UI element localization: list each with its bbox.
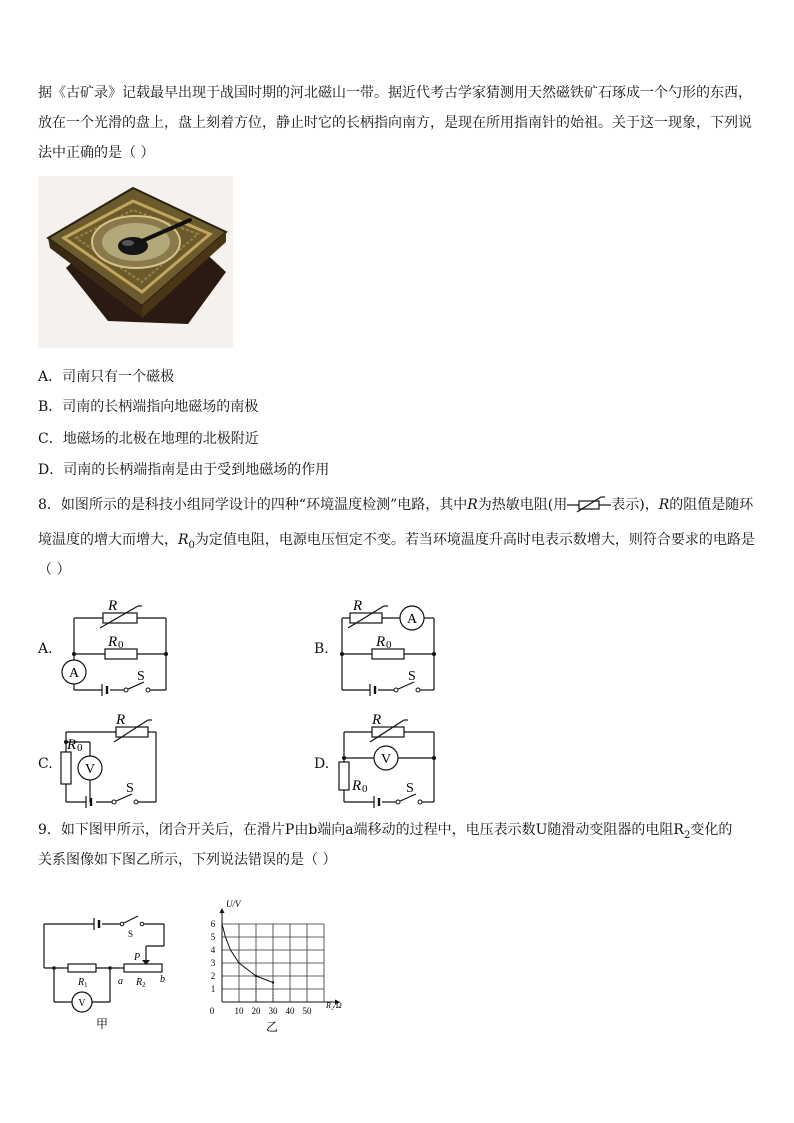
q9-figure-a-caption: 甲: [95, 1017, 109, 1031]
thermistor-symbol-icon: [567, 495, 611, 513]
graph-x-tick-label: 40: [285, 1006, 295, 1016]
q7-option-c: C．地磁场的北极在地理的北极附近: [38, 431, 259, 447]
q8-stem-line-3: （ ）: [38, 562, 71, 578]
q8-r-symbol: R: [658, 497, 670, 513]
circuit-b-r-label: R: [353, 598, 363, 614]
circuit-c-r0-label: R: [67, 737, 77, 753]
graph-grid: [222, 924, 324, 1002]
q9-switch-label: S: [128, 929, 134, 939]
q9-stem-line-2: 关系图像如下图乙所示，下列说法错误的是（ ）: [38, 852, 337, 868]
circuit-c-r0-sub: 0: [77, 742, 83, 754]
q9-slider-p-label: P: [134, 952, 141, 963]
graph-y-tick-label: 2: [210, 971, 216, 981]
graph-y-tick-label: 6: [210, 919, 216, 929]
q8-text: 境温度的增大而增大，: [38, 532, 178, 548]
circuit-a-ammeter-label: A: [68, 666, 80, 681]
q9-r2-subscript: 2: [683, 829, 691, 841]
q7-option-b: B．司南的长柄端指向地磁场的南极: [38, 399, 259, 415]
q8-stem-line-2: [38, 533, 755, 553]
q7-option-d: D．司南的长柄端指南是由于受到地磁场的作用: [38, 462, 330, 478]
q9-voltmeter-label: V: [78, 998, 86, 1009]
graph-y-tick-label: 3: [210, 958, 216, 968]
circuit-c-diagram: [56, 712, 166, 812]
circuit-c-voltmeter-label: V: [84, 762, 96, 777]
circuit-a-switch-label: S: [137, 669, 145, 684]
q7-stem-line-3: 法中正确的是（ ）: [38, 145, 155, 161]
q8-option-d-label: D.: [314, 756, 330, 772]
q9-stem-line-1: [38, 823, 732, 843]
q9-circuit-figure-a: [38, 910, 174, 1035]
graph-x-tick-label: 0: [209, 1006, 215, 1016]
circuit-a-diagram: [58, 596, 174, 696]
q8-r0-symbol: R: [178, 532, 189, 548]
q8-text: 为定值电阻，电源电压恒定不变。若当环境温度升高时电表示数增大，则符合要求的电路是: [194, 532, 755, 548]
q8-r0-subscript: 0: [188, 539, 195, 551]
q7-option-a: A．司南只有一个磁极: [38, 369, 175, 385]
q7-stem-line-2: 放在一个光滑的盘上，盘上刻着方位，静止时它的长柄指向南方，是现在所用指南针的始祖。关于这一现象，下列说: [38, 115, 752, 131]
q8-text: 为热敏电阻(用: [477, 497, 568, 513]
circuit-b-diagram: [334, 596, 444, 696]
q9-r1-label: R: [78, 977, 85, 988]
q8-text: 表示)，: [611, 497, 659, 513]
circuit-a-r0-label: R: [108, 634, 118, 650]
circuit-a-r0-sub: 0: [118, 639, 124, 651]
q9-r1-sub: 1: [84, 981, 88, 989]
q8-stem-line-1: [38, 495, 753, 513]
graph-y-axis-label: U/V: [226, 899, 241, 909]
q9-end-a-label: a: [118, 976, 123, 987]
circuit-d-diagram: [334, 712, 442, 812]
sinan-compass-photo: [38, 176, 233, 348]
graph-x-tick-label: 50: [302, 1006, 312, 1016]
graph-x-axis-label: R₂/Ω: [326, 1001, 342, 1010]
q8-r-symbol: R: [467, 497, 478, 513]
q8-text: 8．如图所示的是科技小组同学设计的四种“环境温度检测”电路，其中: [38, 497, 468, 513]
circuit-d-switch-label: S: [406, 781, 414, 796]
graph-y-arrow-icon: [220, 908, 225, 913]
q9-u-r2-graph: [200, 893, 360, 1038]
graph-curve: [222, 924, 273, 983]
circuit-b-ammeter-label: A: [406, 612, 418, 627]
q8-option-b-label: B.: [314, 641, 329, 657]
q8-option-c-label: C.: [38, 756, 53, 772]
graph-x-tick-label: 10: [234, 1006, 244, 1016]
circuit-b-r0-label: R: [376, 634, 386, 650]
graph-y-tick-label: 4: [210, 945, 216, 955]
circuit-d-r0-sub: 0: [362, 783, 368, 795]
circuit-d-voltmeter-label: V: [380, 752, 392, 767]
q7-stem-line-1: 据《古矿录》记载最早出现于战国时期的河北磁山一带。据近代考古学家猜测用天然磁铁矿石琢成一个勺形的东西，: [38, 85, 752, 101]
q8-option-a-label: A.: [38, 641, 53, 657]
graph-y-tick-label: 1: [210, 984, 216, 994]
q9-r2-label: R: [136, 977, 143, 988]
graph-x-tick-label: 30: [268, 1006, 278, 1016]
circuit-b-switch-label: S: [408, 669, 416, 684]
q9-figure-b-caption: 乙: [265, 1020, 279, 1034]
q9-r2-sub: 2: [142, 981, 146, 989]
circuit-d-r0-label: R: [352, 778, 362, 794]
q9-text: 变化的: [690, 822, 733, 838]
graph-marked-point: [255, 975, 257, 977]
graph-axes: [220, 908, 341, 1005]
graph-x-tick-label: 20: [251, 1006, 261, 1016]
circuit-a-r-label: R: [108, 598, 118, 614]
q9-end-b-label: b: [160, 974, 165, 985]
q8-text: 的阻值是随环: [669, 497, 754, 513]
graph-ticks: [210, 919, 312, 1016]
graph-y-tick-label: 5: [210, 932, 216, 942]
graph-marked-point: [272, 981, 274, 983]
circuit-c-r-label: R: [116, 712, 126, 728]
q9-text: 9．如下图甲所示，闭合开关后，在滑片P由b端向a端移动的过程中，电压表示数U随滑动变阻器的电阻R: [38, 822, 684, 838]
circuit-b-r0-sub: 0: [386, 639, 392, 651]
circuit-d-r-label: R: [372, 712, 382, 728]
circuit-c-switch-label: S: [126, 781, 134, 796]
